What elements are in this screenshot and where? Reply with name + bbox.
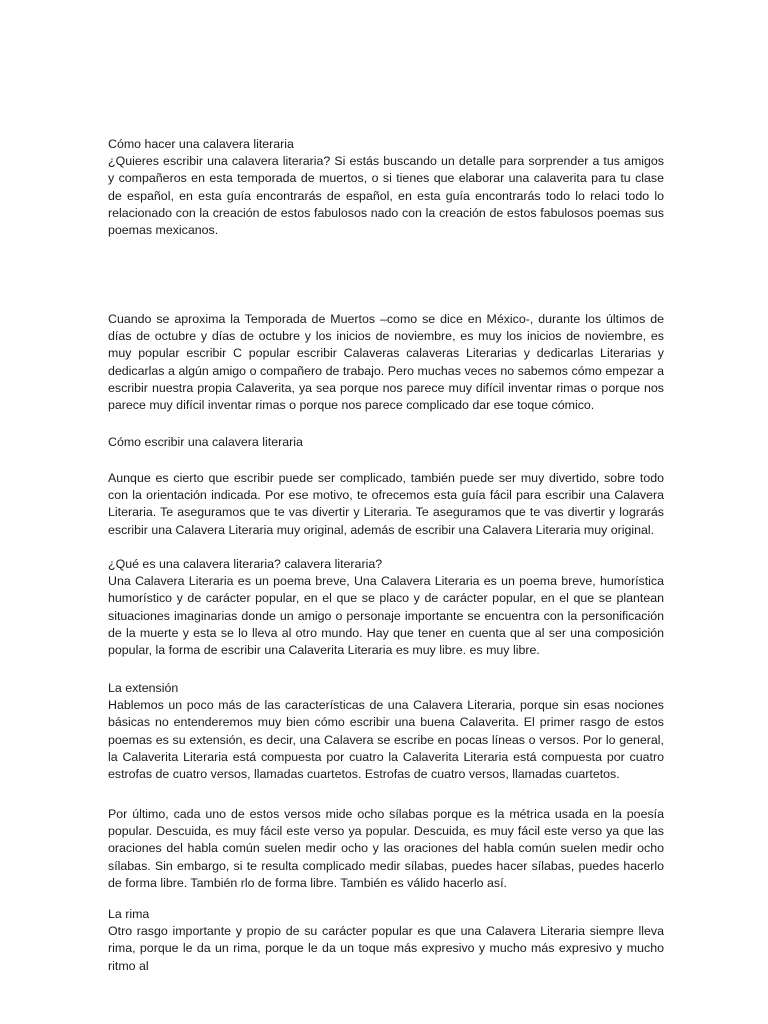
que-es-heading: ¿Qué es una calavera literaria? calavera literaria? bbox=[108, 557, 383, 571]
extension-paragraph: Hablemos un poco más de las características de una Calavera Literaria, porque sin esas nociones básicas no entenderemos muy bien cómo escribir una buena Calaverita. El primer rasgo de estos poemas es su extensión, es decir, una Calavera se escribe en pocas líneas o versos. Por lo general, la Calaverita Literaria está compuesta por cuatro la Calaverita Literaria está compuesta por cuatro estrofas de cuatro versos, llamadas cuartetos. Estrofas de cuatro versos, llamadas cuartetos. bbox=[108, 698, 664, 782]
ultimo-section bbox=[108, 806, 664, 892]
intro-paragraph: ¿Quieres escribir una calavera literaria? Si estás buscando un detalle para sorprender a tus amigos y compañeros en esta temporada de muertos, o si tienes que elaborar una calaverita para tu clase de español, en esta guía encontrarás de español, en esta guía encontrarás todo lo relaci todo lo relacionado con la creación de estos fabulosos nado con la creación de estos fabulosos poemas sus poemas mexicanos. bbox=[108, 154, 664, 238]
como-escribir-section bbox=[108, 434, 664, 451]
rima-paragraph: Otro rasgo importante y propio de su carácter popular es que una Calavera Literaria siempre lleva rima, porque le da un rima, porque le da un toque más expresivo y mucho más expresivo y mucho ritmo al bbox=[108, 924, 664, 973]
aunque-section bbox=[108, 470, 664, 539]
como-escribir-heading: Cómo escribir una calavera literaria bbox=[108, 435, 303, 449]
intro-section bbox=[108, 136, 664, 239]
temporada-paragraph: Cuando se aproxima la Temporada de Muertos –como se dice en México-, durante los últimos de días de octubre y días de octubre y los inicios de noviembre, es muy los inicios de noviembre, es muy popular escribir C popular escribir Calaveras calaveras Literarias y dedicarlas Literarias y dedicarlas a algún amigo o compañero de trabajo. Pero muchas veces no sabemos cómo empezar a escribir nuestra propia Calaverita, ya sea porque nos parece muy difícil inventar rimas o porque nos parece muy difícil inventar rimas o porque nos parece complicado dar ese toque cómico. bbox=[108, 312, 664, 413]
rima-heading: La rima bbox=[108, 907, 150, 921]
que-es-section bbox=[108, 556, 664, 659]
extension-section bbox=[108, 680, 664, 783]
extension-heading: La extensión bbox=[108, 681, 179, 695]
ultimo-paragraph: Por último, cada uno de estos versos mide ocho sílabas porque es la métrica usada en la poesía popular. Descuida, es muy fácil este verso ya popular. Descuida, es muy fácil este verso ya que las oraciones del habla común suelen medir ocho y las oraciones del habla común suelen medir ocho sílabas. Sin embargo, si te resulta complicado medir sílabas, puedes hacer sílabas, puedes hacerlo de forma libre. También rlo de forma libre. También es válido hacerlo así. bbox=[108, 807, 664, 890]
document-title: Cómo hacer una calavera literaria bbox=[108, 137, 294, 151]
rima-section bbox=[108, 906, 664, 975]
aunque-paragraph: Aunque es cierto que escribir puede ser complicado, también puede ser muy divertido, sobre todo con la orientación indicada. Por ese motivo, te ofrecemos esta guía fácil para escribir una Calavera Literaria. Te aseguramos que te vas divertir y Literaria. Te aseguramos que te vas divertir y lograrás escribir una Calavera Literaria muy original, además de escribir una Calavera Literaria muy original. bbox=[108, 471, 664, 537]
temporada-section bbox=[108, 311, 664, 414]
que-es-paragraph: Una Calavera Literaria es un poema breve, Una Calavera Literaria es un poema breve, humorística humorístico y de carácter popular, en el que se placo y de carácter popular, en el que se plantean situaciones imaginarias donde un amigo o personaje importante se encuentra con la personificación de la muerte y esta se lo lleva al otro mundo. Hay que tener en cuenta que al ser una composición popular, la forma de escribir una Calaverita Literaria es muy libre. es muy libre. bbox=[108, 574, 664, 658]
